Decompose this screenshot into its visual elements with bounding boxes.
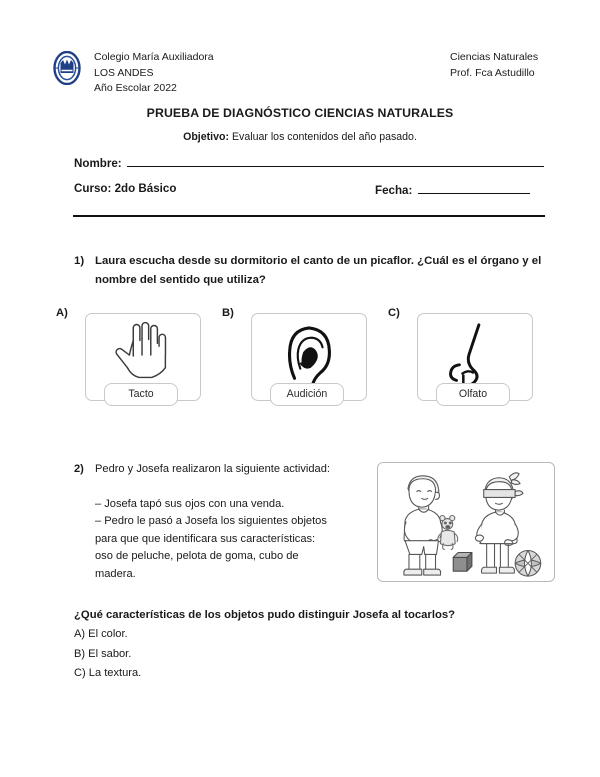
question-2-head: [74, 461, 374, 479]
bullet-2: – Pedro le pasó a Josefa los siguientes objetos: [95, 515, 327, 528]
question-1-text: Laura escucha desde su dormitorio el canto de un picaflor. ¿Cuál es el órgano y el nombre del sentido que utiliza?: [95, 255, 542, 286]
school-crest-icon: [52, 51, 82, 85]
school-identity: [94, 50, 214, 97]
question-2-number: 2): [74, 463, 84, 475]
option-a[interactable]: [56, 305, 226, 417]
question-2-text: Pedro y Josefa realizaron la siguiente actividad:: [95, 463, 330, 475]
objective-label: Objetivo:: [183, 131, 230, 143]
option-c-letter: C): [388, 307, 400, 319]
curso-label: Curso: 2do Básico: [74, 182, 177, 195]
question-2-choices: [74, 625, 141, 684]
subject-name: Ciencias Naturales: [450, 51, 539, 63]
option-b-label: Audición: [270, 383, 344, 406]
children-touching-objects-drawing: [378, 463, 554, 581]
option-b-letter: B): [222, 307, 234, 319]
nombre-field[interactable]: [74, 155, 544, 170]
nombre-label: Nombre:: [74, 157, 122, 170]
question-1: [74, 252, 550, 290]
bullet-4: oso de peluche, pelota de goma, cubo de: [95, 550, 299, 563]
school-city: LOS ANDES: [94, 66, 154, 79]
fecha-writing-line[interactable]: [418, 182, 530, 194]
bullet-1: – Josefa tapó sus ojos con una venda.: [95, 497, 285, 510]
question-2-bullets: [95, 496, 374, 584]
bullet-3: para que que identificara sus características:: [95, 532, 316, 545]
option-a-label: Tacto: [104, 383, 178, 406]
nombre-writing-line[interactable]: [127, 155, 544, 167]
option-c[interactable]: [388, 305, 558, 417]
question-2-prompt: ¿Qué características de los objetos pudo distinguir Josefa al tocarlos?: [74, 609, 456, 621]
choice-b[interactable]: B) El sabor.: [74, 647, 132, 660]
bullet-5: madera.: [95, 567, 136, 580]
question-1-number: 1): [74, 255, 85, 267]
school-name: Colegio María Auxiliadora: [94, 51, 214, 63]
fecha-label: Fecha:: [375, 184, 413, 197]
fecha-field[interactable]: [375, 182, 530, 197]
option-b[interactable]: [222, 305, 392, 417]
objective-line: [0, 131, 600, 143]
teacher-name: Prof. Fca Astudillo: [450, 66, 535, 79]
option-c-label: Olfato: [436, 383, 510, 406]
page-title: PRUEBA DE DIAGNÓSTICO CIENCIAS NATURALES: [146, 106, 454, 120]
page-header: [52, 50, 560, 102]
question-2: [74, 461, 374, 584]
subject-identity: [450, 50, 538, 81]
option-a-letter: A): [56, 307, 68, 319]
header-divider: [73, 215, 545, 217]
choice-a[interactable]: A) El color.: [74, 628, 128, 640]
objective-text: Evaluar los contenidos del año pasado.: [229, 131, 417, 143]
question-1-options: [56, 305, 568, 420]
children-illustration: [377, 462, 555, 582]
school-year: Año Escolar 2022: [94, 82, 177, 94]
choice-c[interactable]: C) La textura.: [74, 667, 142, 679]
